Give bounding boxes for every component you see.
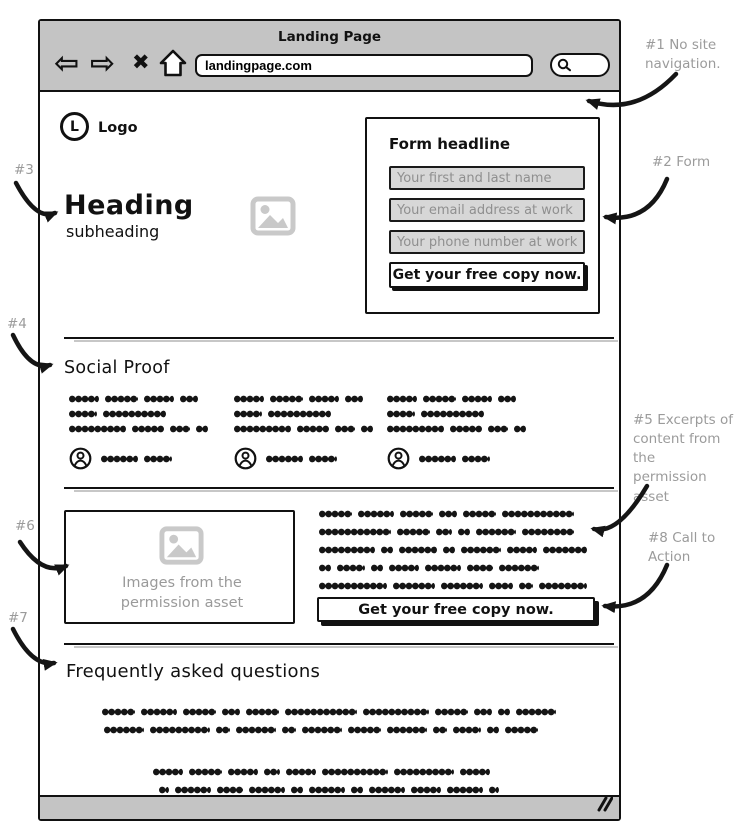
- forward-icon[interactable]: ⇨: [90, 46, 116, 81]
- testimonial-column: [69, 395, 229, 495]
- logo-label: Logo: [98, 120, 138, 136]
- resize-handle-icon[interactable]: [595, 796, 613, 816]
- placeholder-text-line: [419, 455, 490, 463]
- asset-image-placeholder: [64, 510, 295, 624]
- form-submit-button[interactable]: Get your free copy now.: [389, 262, 585, 288]
- annotation-4: #4: [7, 316, 27, 332]
- placeholder-text-line: [234, 395, 363, 403]
- placeholder-text-line: [387, 425, 526, 433]
- placeholder-text-line: [387, 410, 484, 418]
- form-headline: Form headline: [389, 135, 511, 153]
- testimonial-author: [234, 447, 337, 470]
- annotation-8: #8 Call to Action: [648, 530, 716, 566]
- home-icon[interactable]: [159, 48, 187, 81]
- window-title: Landing Page: [277, 29, 382, 45]
- annotation-2: #2 Form: [652, 154, 711, 170]
- testimonial-column: [387, 395, 547, 495]
- lead-form: [365, 117, 600, 314]
- placeholder-text-line: [319, 528, 574, 536]
- avatar-icon: [234, 447, 257, 470]
- name-field[interactable]: [389, 166, 585, 190]
- placeholder-text-line: [153, 768, 490, 776]
- browser-titlebar: [40, 21, 619, 92]
- testimonial-author: [387, 447, 490, 470]
- placeholder-text-line: [104, 726, 538, 734]
- faq-title: Frequently asked questions: [66, 661, 321, 682]
- annotation-7: #7: [8, 610, 28, 626]
- browser-statusbar: [40, 795, 619, 819]
- page-subheading: subheading: [66, 222, 160, 241]
- annotation-1: #1 No site navigation.: [645, 37, 721, 73]
- search-icon: [556, 57, 573, 74]
- avatar-icon: [387, 447, 410, 470]
- placeholder-text-line: [319, 564, 539, 572]
- image-placeholder-icon: [158, 522, 205, 573]
- url-input[interactable]: [195, 54, 533, 77]
- placeholder-text-line: [266, 455, 337, 463]
- testimonial-author: [69, 447, 172, 470]
- back-icon[interactable]: ⇦: [54, 46, 80, 81]
- placeholder-text-line: [101, 455, 172, 463]
- placeholder-text-line: [234, 425, 373, 433]
- hero-image-placeholder-icon: [249, 192, 297, 244]
- placeholder-text-line: [159, 786, 499, 794]
- placeholder-text-line: [102, 708, 556, 716]
- asset-caption: Images from the permission asset: [120, 575, 244, 611]
- placeholder-text-line: [69, 410, 166, 418]
- annotation-6: #6: [15, 518, 35, 534]
- placeholder-text-line: [69, 425, 208, 433]
- placeholder-text-line: [319, 546, 587, 554]
- placeholder-text-line: [319, 510, 574, 518]
- cta-button[interactable]: Get your free copy now.: [317, 597, 595, 622]
- section-divider: [64, 487, 614, 489]
- phone-field[interactable]: [389, 230, 585, 254]
- page-heading: Heading: [64, 190, 194, 221]
- logo-icon: L: [60, 112, 89, 141]
- placeholder-text-line: [319, 582, 587, 590]
- placeholder-text-line: [69, 395, 198, 403]
- section-divider: [64, 337, 614, 339]
- annotation-5: #5 Excerpts of content from the permission asset: [633, 412, 733, 505]
- close-icon[interactable]: ✖: [132, 50, 150, 74]
- avatar-icon: [69, 447, 92, 470]
- section-divider: [64, 643, 614, 645]
- placeholder-text-line: [387, 395, 516, 403]
- browser-window: [38, 19, 621, 821]
- social-proof-title: Social Proof: [64, 358, 170, 378]
- annotation-3: #3: [14, 162, 34, 178]
- email-field[interactable]: [389, 198, 585, 222]
- search-input[interactable]: [550, 53, 610, 77]
- placeholder-text-line: [234, 410, 331, 418]
- testimonial-column: [234, 395, 394, 495]
